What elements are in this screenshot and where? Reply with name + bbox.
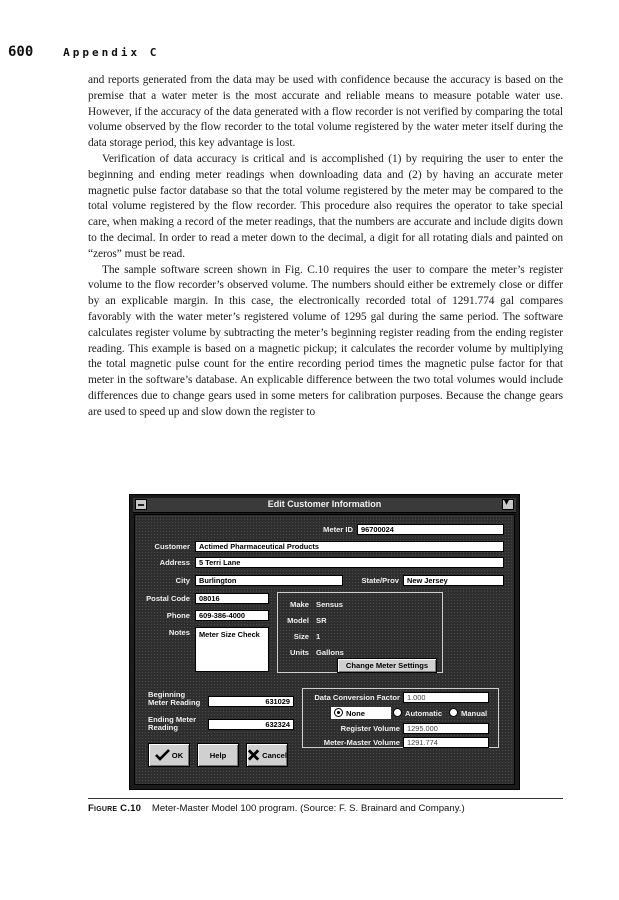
ending-reading-field[interactable]: 632324 — [208, 719, 294, 730]
city-label: City — [175, 576, 190, 585]
radio-none-label: None — [346, 709, 365, 718]
conversion-factor-label: Data Conversion Factor — [314, 693, 400, 702]
meter-id-field[interactable]: 96700024 — [357, 524, 504, 535]
meter-id-label: Meter ID — [323, 525, 353, 534]
customer-field[interactable]: Actimed Pharmaceutical Products — [195, 541, 504, 552]
beginning-reading-label-line1: Beginning — [148, 690, 186, 699]
postal-code-field[interactable]: 08016 — [195, 593, 269, 604]
help-button[interactable]: Help — [197, 743, 239, 767]
minimize-icon[interactable] — [502, 499, 514, 510]
register-volume-field[interactable]: 1295.000 — [403, 723, 489, 734]
ending-reading-label — [148, 716, 196, 732]
postal-code-label: Postal Code — [146, 594, 190, 603]
ok-button[interactable] — [148, 743, 190, 767]
size-value: 1 — [316, 632, 321, 641]
address-field[interactable]: 5 Terri Lane — [195, 557, 504, 568]
ending-reading-label-line2: Reading — [148, 723, 178, 732]
title-bar — [133, 498, 516, 513]
figure-label: Figure C.10 — [88, 803, 142, 814]
edit-customer-window — [129, 494, 520, 790]
phone-field[interactable]: 609-386-4000 — [195, 610, 269, 621]
beginning-reading-label-line2: Meter Reading — [148, 698, 201, 707]
beginning-reading-field[interactable]: 631029 — [208, 696, 294, 707]
meter-master-volume-field[interactable]: 1291.774 — [403, 737, 489, 748]
change-meter-settings-button[interactable]: Change Meter Settings — [337, 658, 437, 673]
page-number: 600 — [8, 44, 34, 60]
address-label: Address — [159, 558, 190, 567]
cancel-button[interactable] — [246, 743, 288, 767]
size-label: Size — [293, 632, 309, 641]
radio-automatic-label: Automatic — [405, 709, 443, 718]
meter-master-volume-label: Meter-Master Volume — [323, 738, 400, 747]
units-value: Gallons — [316, 648, 344, 657]
city-field[interactable]: Burlington — [195, 575, 343, 586]
radio-manual-label: Manual — [461, 709, 488, 718]
caption-text: Meter-Master Model 100 program. (Source: F. S. Brainard and Company.) — [151, 803, 465, 814]
running-head — [8, 44, 159, 60]
cancel-x-icon — [247, 748, 260, 762]
make-label: Make — [290, 600, 309, 609]
form-area — [134, 514, 515, 785]
radio-none[interactable] — [334, 708, 343, 717]
body-text — [88, 73, 563, 421]
notes-field[interactable]: Meter Size Check — [195, 627, 269, 672]
paragraph-1: and reports generated from the data may be used with confidence because the accuracy is based on the premise that a water meter is the most accurate and reliable means to measure potable water use. However, if the accuracy of the data generated with a flow recorder is not verified by comparing the total volume observed by the flow recorder to the total volume registered by the water meter itself during the data storage period, this key advantage is lost. — [88, 74, 563, 150]
make-value: Sensus — [316, 600, 344, 609]
section-title: Appendix C — [63, 46, 160, 59]
model-value: SR — [316, 616, 327, 625]
customer-label: Customer — [154, 542, 190, 551]
register-volume-label: Register Volume — [340, 724, 400, 733]
window-title: Edit Customer Information — [267, 499, 382, 509]
notes-label: Notes — [168, 628, 190, 637]
radio-automatic[interactable] — [393, 708, 402, 717]
state-label: State/Prov — [361, 576, 399, 585]
units-label: Units — [290, 648, 309, 657]
conversion-factor-field[interactable]: 1.000 — [403, 692, 489, 703]
figure-caption — [88, 803, 568, 814]
state-field[interactable]: New Jersey — [403, 575, 504, 586]
caption-rule — [88, 798, 563, 799]
ok-button-label: OK — [171, 750, 184, 760]
radio-manual[interactable] — [449, 708, 458, 717]
ending-reading-label-line1: Ending Meter — [148, 715, 197, 724]
check-icon — [155, 749, 170, 761]
phone-label: Phone — [166, 611, 190, 620]
beginning-reading-label — [148, 691, 200, 707]
paragraph-2: Verification of data accuracy is critical and is accomplished (1) by requiring the user to enter the beginning and ending meter readings when downloading data and (2) by having an accurate meter magnetic pulse factor database so that the total volume registered by the meter may be compared to the total volume registered by the flow recorder. This procedure also requires the operator to take special care, when making a record of the meter readings, that the numbers are accurate and include digits down to the decimal. In order to read a meter down to the decimal, a digit for all rotating dials and painted on “zeros” must be read. — [88, 152, 563, 260]
cancel-button-label: Cancel — [262, 750, 287, 760]
model-label: Model — [287, 616, 309, 625]
paragraph-3: The sample software screen shown in Fig. C.10 requires the user to compare the meter’s register volume to the flow recorder’s observed volume. The numbers should either be extremely close or differ by an explicable margin. In this case, the electronically recorded total of 1291.774 gal compares favorably with the water meter’s registered volume of 1295 gal during the same period. The software calculates register volume by subtracting the meter’s beginning register reading from the ending register reading. This example is based on a magnetic pickup; it calculates the recorder volume by multiplying the total magnetic pulse count for the entire recording period times the magnetic pulse factor for that meter in the software’s database. An explicable difference between the two total volumes would include differences due to change gears used in some meters for calibration purposes. Because the change gears are used to speed up and slow down the register to — [88, 263, 563, 418]
